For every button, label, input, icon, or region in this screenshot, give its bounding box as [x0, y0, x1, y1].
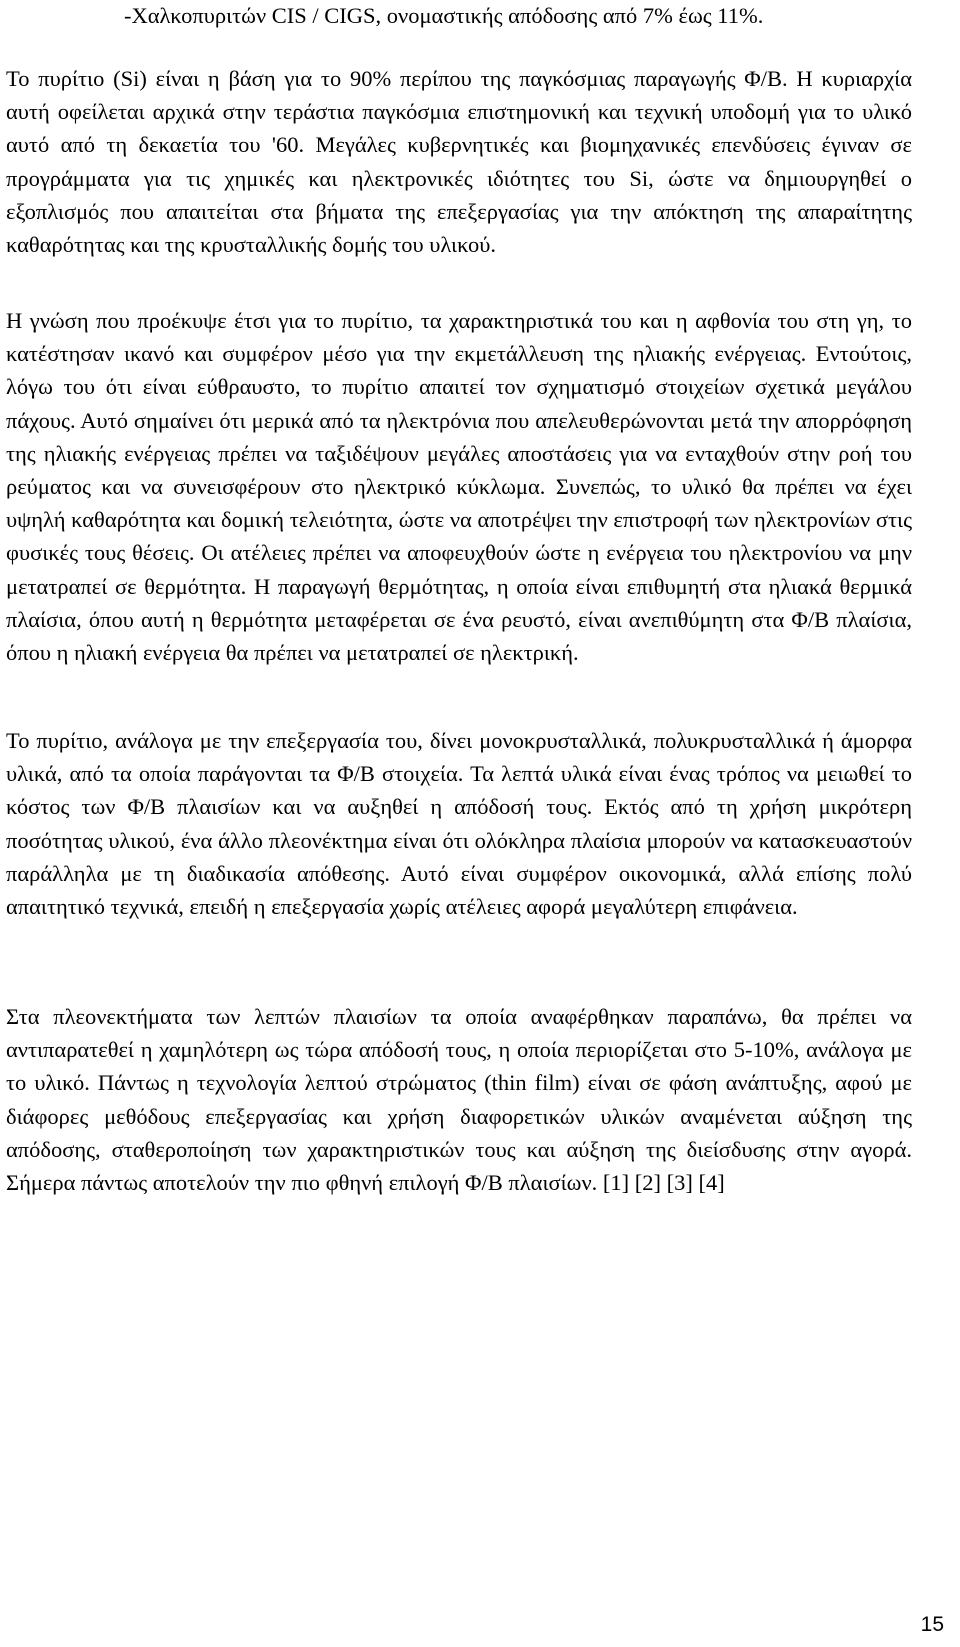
page-number: 15 [920, 1613, 944, 1636]
list-item-cis-cigs: -Χαλκοπυριτών CIS / CIGS, ονομαστικής απόδοσης από 7% έως 11%. [124, 3, 764, 28]
paragraph-thin-film-advantages: Στα πλεονεκτήματα των λεπτών πλαισίων τα οποία αναφέρθηκαν παραπάνω, θα πρέπει να αντιπαρατεθεί η χαμηλότερη ως τώρα απόδοσή τους, η οποία περιορίζεται στο 5-10%, ανάλογα με το υλικό. Πάντως η τεχνολογία λεπτού στρώματος (thin film) είναι σε φάση ανάπτυξης, αφού με διάφορες μεθόδους επεξεργασίας και χρήση διαφορετικών υλικών αναμένεται αύξηση της απόδοσης, σταθεροποίηση των χαρακτηριστικών τους και αύξηση της διείσδυσης στην αγορά. Σήμερα πάντως αποτελούν την πιο φθηνή επιλογή Φ/Β πλαισίων. [1] [2] [3] [4] [6, 1004, 912, 1196]
paragraph-silicon-processing: Το πυρίτιο, ανάλογα με την επεξεργασία του, δίνει μονοκρυσταλλικά, πολυκρυσταλλικά ή άμορφα υλικά, από τα οποία παράγονται τα Φ/Β στοιχεία. Τα λεπτά υλικά είναι ένας τρόπος να μειωθεί το κόστος των Φ/Β πλαισίων και να αυξηθεί η απόδοσή τους. Εκτός από τη χρήση μικρότερη ποσότητας υλικού, ένα άλλο πλεονέκτημα είναι ότι ολόκληρα πλαίσια μπορούν να κατασκευαστούν παράλληλα με τη διαδικασία απόθεσης. Αυτό είναι συμφέρον οικονομικά, αλλά επίσης πολύ απαιτητικό τεχνικά, επειδή η επεξεργασία χωρίς ατέλειες αφορά μεγαλύτερη επιφάνεια. [6, 728, 912, 920]
paragraph-silicon-basis: Το πυρίτιο (Si) είναι η βάση για το 90% περίπου της παγκόσμιας παραγωγής Φ/Β. Η κυριαρχία αυτή οφείλεται αρχικά στην τεράστια παγκόσμια επιστημονική και τεχνική υποδομή για το υλικό αυτό από τη δεκαετία του '60. Μεγάλες κυβερνητικές και βιομηχανικές επενδύσεις έγιναν σε προγράμματα για τις χημικές και ηλεκτρονικές ιδιότητες του Si, ώστε να δημιουργηθεί ο εξοπλισμός που απαιτείται στα βήματα της επεξεργασίας για την απόκτηση της απαραίτητης καθαρότητας και της κρυσταλλικής δομής του υλικού. [6, 66, 912, 258]
paragraph-silicon-knowledge: Η γνώση που προέκυψε έτσι για το πυρίτιο, τα χαρακτηριστικά του και η αφθονία του στη γη, το κατέστησαν ικανό και συμφέρον μέσο για την εκμετάλλευση της ηλιακής ενέργειας. Εντούτοις, λόγω του ότι είναι εύθραυστο, το πυρίτιο απαιτεί τον σχηματισμό στοιχείων σχετικά μεγάλου πάχους. Αυτό σημαίνει ότι μερικά από τα ηλεκτρόνια που απελευθερώνονται μετά την απορρόφηση της ηλιακής ενέργειας πρέπει να ταξιδέψουν μεγάλες αποστάσεις για να ενταχθούν στην ροή του ρεύματος και να συνεισφέρουν στο ηλεκτρικό κύκλωμα. Συνεπώς, το υλικό θα πρέπει να έχει υψηλή καθαρότητα και δομική τελειότητα, ώστε να αποτρέψει την επιστροφή των ηλεκτρονίων στις φυσικές τους θέσεις. Οι ατέλειες πρέπει να αποφευχθούν ώστε η ενέργεια του ηλεκτρονίου να μην μετατραπεί σε θερμότητα. Η παραγωγή θερμότητας, η οποία είναι επιθυμητή στα ηλιακά θερμικά πλαίσια, όπου αυτή η θερμότητα μεταφέρεται σε ένα ρευστό, είναι ανεπιθύμητη στα Φ/Β πλαίσια, όπου η ηλιακή ενέργεια θα πρέπει να μετατραπεί σε ηλεκτρική. [6, 308, 912, 666]
